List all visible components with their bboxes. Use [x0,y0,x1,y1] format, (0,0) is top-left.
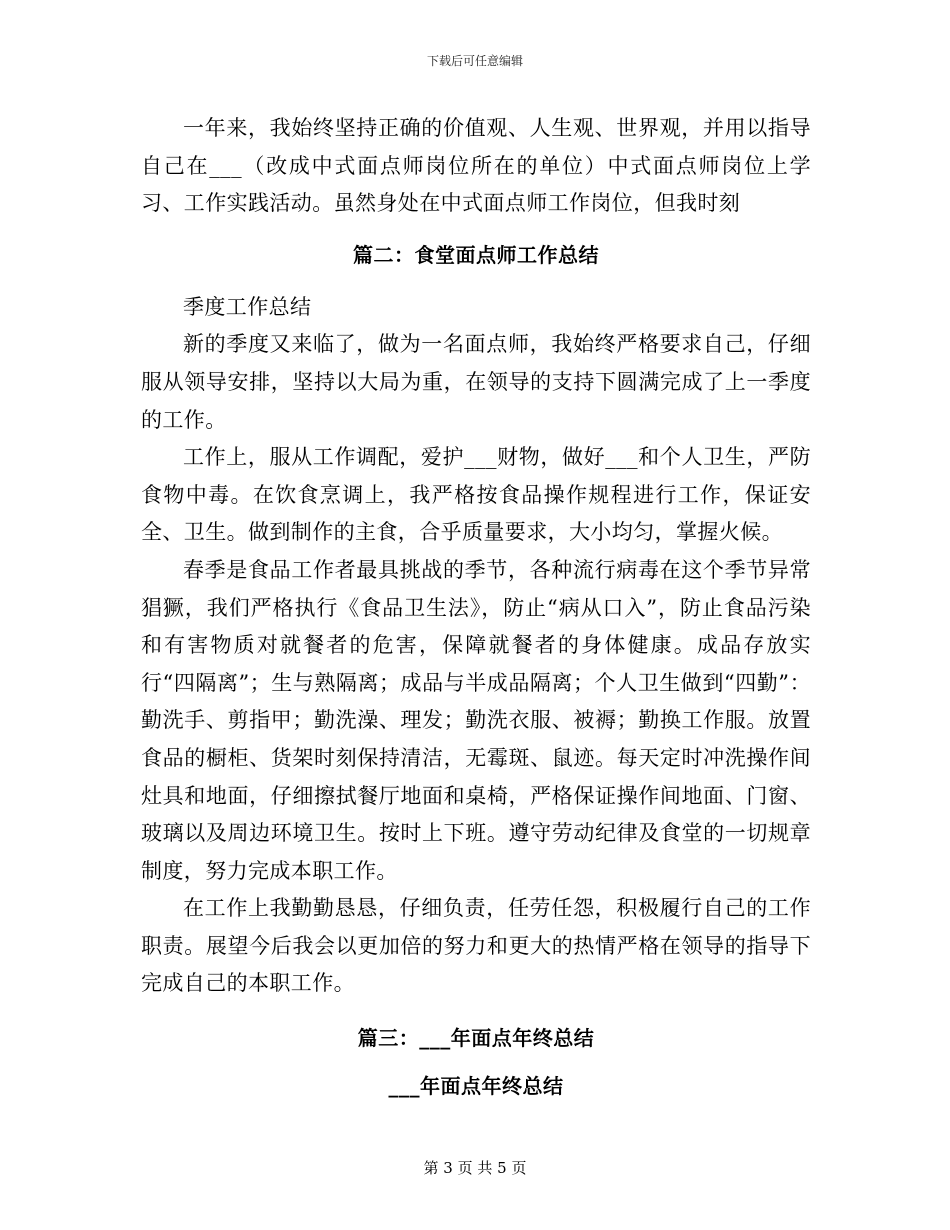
section-2-paragraph: 新的季度又来临了，做为一名面点师，我始终严格要求自己，仔细服从领导安排，坚持以大局为重，在领导的支持下圆满完成了上一季度的工作。 [141,332,811,432]
intro-paragraph: 一年来，我始终坚持正确的价值观、人生观、世界观，并用以指导自己在___（改成中式面点师岗位所在的单位）中式面点师岗位上学习、工作实践活动。虽然身处在中式面点师工作岗位，但我时刻 [141,116,811,216]
section-2-paragraph: 在工作上我勤勤恳恳，仔细负责，任劳任怨，积极履行自己的工作职责。展望今后我会以更加倍的努力和更大的热情严格在领导的指导下完成自己的本职工作。 [141,896,811,996]
section-2-paragraph: 工作上，服从工作调配，爱护___财物，做好___和个人卫生，严防食物中毒。在饮食烹调上，我严格按食品操作规程进行工作，保证安全、卫生。做到制作的主食，合乎质量要求，大小均匀，掌握火候。 [141,445,811,545]
document-body [141,110,811,1105]
section-3-title: 篇三：___年面点年终总结 [357,1026,595,1051]
page-number: 第 3 页 共 5 页 [423,1159,527,1177]
section-2-subtitle: 季度工作总结 [183,294,312,319]
page-header-note: 下载后可任意编辑 [426,54,523,68]
section-2-title: 篇二：食堂面点师工作总结 [353,242,599,267]
section-2-paragraph: 春季是食品工作者最具挑战的季节，各种流行病毒在这个季节异常猖獗，我们严格执行《食品卫生法》，防止“病从口入”，防止食品污染和有害物质对就餐者的危害，保障就餐者的身体健康。成品存放实行“四隔离”；生与熟隔离；成品与半成品隔离；个人卫生做到“四勤”：勤洗手、剪指甲；勤洗澡、理发；勤洗衣服、被褥；勤换工作服。放置食品的橱柜、货架时刻保持清洁，无霉斑、鼠迹。每天定时冲洗操作间灶具和地面，仔细擦拭餐厅地面和桌椅，严格保证操作间地面、门窗、玻璃以及周边环境卫生。按时上下班。遵守劳动纪律及食堂的一切规章制度，努力完成本职工作。 [141,557,811,883]
section-3-subtitle: ___年面点年终总结 [388,1074,564,1099]
